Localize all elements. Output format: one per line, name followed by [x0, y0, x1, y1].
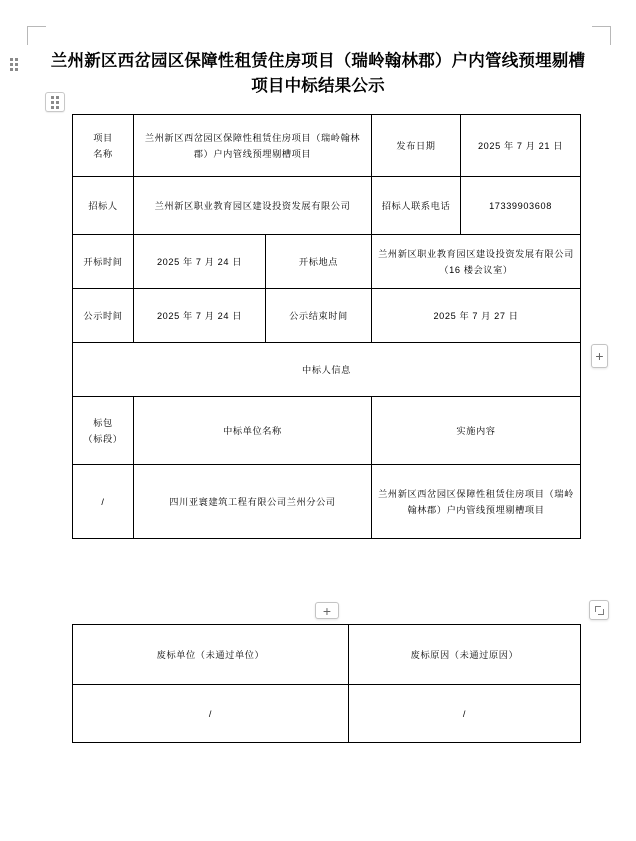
cell-package-value: / [73, 465, 134, 539]
package-header-line1: 标包 [93, 417, 113, 428]
cell-tenderee-phone-value: 17339903608 [461, 177, 581, 235]
cell-reject-reason-header: 废标原因（未通过原因） [349, 625, 581, 685]
cell-publicity-time-value: 2025 年 7 月 24 日 [134, 289, 266, 343]
project-name-label-line2: 名称 [93, 148, 113, 159]
grip-dot [51, 101, 54, 104]
grip-dot [15, 63, 18, 66]
grip-dot [10, 58, 13, 61]
cell-project-name-label [73, 115, 134, 177]
cell-open-place-value: 兰州新区职业教育园区建设投资发展有限公司（16 楼会议室） [372, 235, 581, 289]
grip-dot [10, 68, 13, 71]
cell-unit-name-header: 中标单位名称 [134, 397, 372, 465]
grip-dot [15, 68, 18, 71]
cell-project-name-value: 兰州新区西岔园区保障性租赁住房项目（瑞岭翰林郡）户内管线预埋剔槽项目 [134, 115, 372, 177]
grip-dot [51, 106, 54, 109]
package-header-line2: （标段） [83, 433, 123, 444]
grip-dot [15, 58, 18, 61]
grip-dot [56, 101, 59, 104]
bid-result-table [72, 114, 581, 539]
page-corner-mark-top-left [27, 26, 46, 45]
cell-content-value: 兰州新区西岔园区保障性租赁住房项目（瑞岭翰林郡）户内管线预埋剔槽项目 [372, 465, 581, 539]
resize-corner-icon [595, 606, 604, 615]
cell-open-time-label: 开标时间 [73, 235, 134, 289]
table-row [73, 685, 581, 743]
rejected-bids-table [72, 624, 581, 743]
add-column-button[interactable]: + [591, 344, 608, 368]
table-row [73, 397, 581, 465]
cell-reject-unit-value: / [73, 685, 349, 743]
cell-publish-date-value: 2025 年 7 月 21 日 [461, 115, 581, 177]
cell-publicity-end-label: 公示结束时间 [266, 289, 372, 343]
table-row [73, 115, 581, 177]
cell-publicity-time-label: 公示时间 [73, 289, 134, 343]
table-row [73, 465, 581, 539]
table-row [73, 625, 581, 685]
table-row [73, 177, 581, 235]
grip-dot [56, 106, 59, 109]
page-corner-mark-top-right [592, 26, 611, 45]
cell-tenderee-phone-label: 招标人联系电话 [372, 177, 461, 235]
cell-winner-section-title: 中标人信息 [73, 343, 581, 397]
cell-publish-date-label: 发布日期 [372, 115, 461, 177]
cell-package-header [73, 397, 134, 465]
add-row-button[interactable]: + [315, 602, 339, 619]
cell-open-time-value: 2025 年 7 月 24 日 [134, 235, 266, 289]
table-row [73, 343, 581, 397]
cell-content-header: 实施内容 [372, 397, 581, 465]
project-name-label-line1: 项目 [93, 132, 113, 143]
table-row [73, 235, 581, 289]
table-resize-handle[interactable] [589, 600, 609, 620]
table-row [73, 289, 581, 343]
cell-unit-name-value: 四川亚寰建筑工程有限公司兰州分公司 [134, 465, 372, 539]
cell-reject-reason-value: / [349, 685, 581, 743]
cell-publicity-end-value: 2025 年 7 月 27 日 [372, 289, 581, 343]
cell-open-place-label: 开标地点 [266, 235, 372, 289]
page-drag-grip-icon[interactable] [10, 58, 18, 71]
page-title: 兰州新区西岔园区保障性租赁住房项目（瑞岭翰林郡）户内管线预埋剔槽项目中标结果公示 [50, 51, 586, 95]
cell-tenderee-value: 兰州新区职业教育园区建设投资发展有限公司 [134, 177, 372, 235]
grip-dot [10, 63, 13, 66]
cell-tenderee-label: 招标人 [73, 177, 134, 235]
cell-reject-unit-header: 废标单位（未通过单位） [73, 625, 349, 685]
